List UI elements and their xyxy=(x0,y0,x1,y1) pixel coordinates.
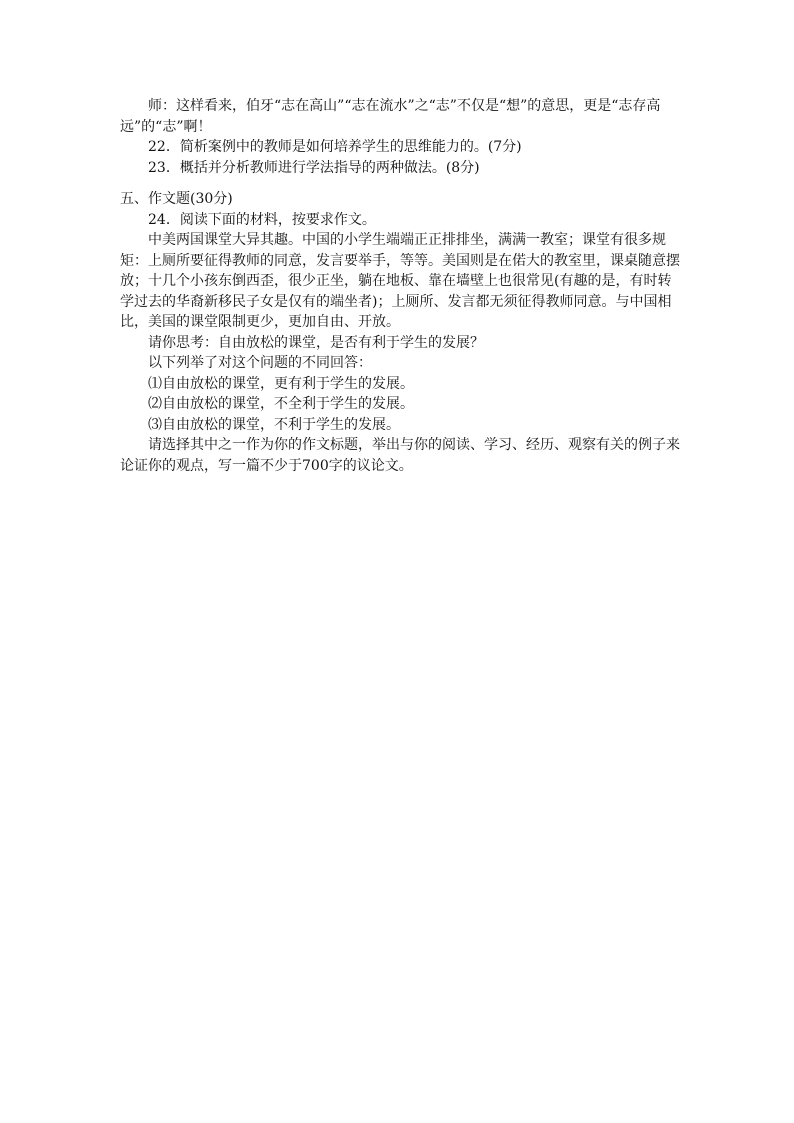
teacher-dialogue-line: 师：这样看来，伯牙“志在高山”“志在流水”之“志”不仅是“想”的意思，更是“志存高远”的“志”啊！ xyxy=(120,98,661,135)
option-item: ⑴自由放松的课堂，更有利于学生的发展。 xyxy=(148,375,414,392)
options-intro: 以下列举了对这个问题的不同回答： xyxy=(148,355,372,371)
essay-material: 中美两国课堂大异其趣。中国的小学生端端正正排排坐，满满一教室；课堂有很多规矩：上厕所要征得教师的同意，发言要举手，等等。美国则是在偌大的教室里，课桌随意摆放；十几个小孩东倒西歪，很少正坐，躺在地板、靠在墙壁上也很常见(有趣的是，有时转学过去的华裔新移民子女是仅有的端坐者)；上厕所、发言都无须征得教师同意。与中国相比，美国的课堂限制更少，更加自由、开放。 xyxy=(120,232,680,330)
option-item: ⑶自由放松的课堂，不利于学生的发展。 xyxy=(148,416,400,433)
question-23: 23．概括并分析教师进行学法指导的两种做法。(8分) xyxy=(148,159,480,176)
essay-requirement: 请选择其中之一作为你的作文标题，举出与你的阅读、学习、经历、观察有关的例子来论证你的观点，写一篇不少于700字的议论文。 xyxy=(120,437,680,474)
document-page xyxy=(120,96,680,476)
section-heading-essay: 五、作文题(30分) xyxy=(120,191,233,207)
essay-prompt: 请你思考：自由放松的课堂，是否有利于学生的发展？ xyxy=(148,334,484,351)
question-22: 22．简析案例中的教师是如何培养学生的思维能力的。(7分) xyxy=(148,139,522,155)
option-item: ⑵自由放松的课堂，不全利于学生的发展。 xyxy=(148,396,414,412)
question-24: 24．阅读下面的材料，按要求作文。 xyxy=(148,211,376,228)
